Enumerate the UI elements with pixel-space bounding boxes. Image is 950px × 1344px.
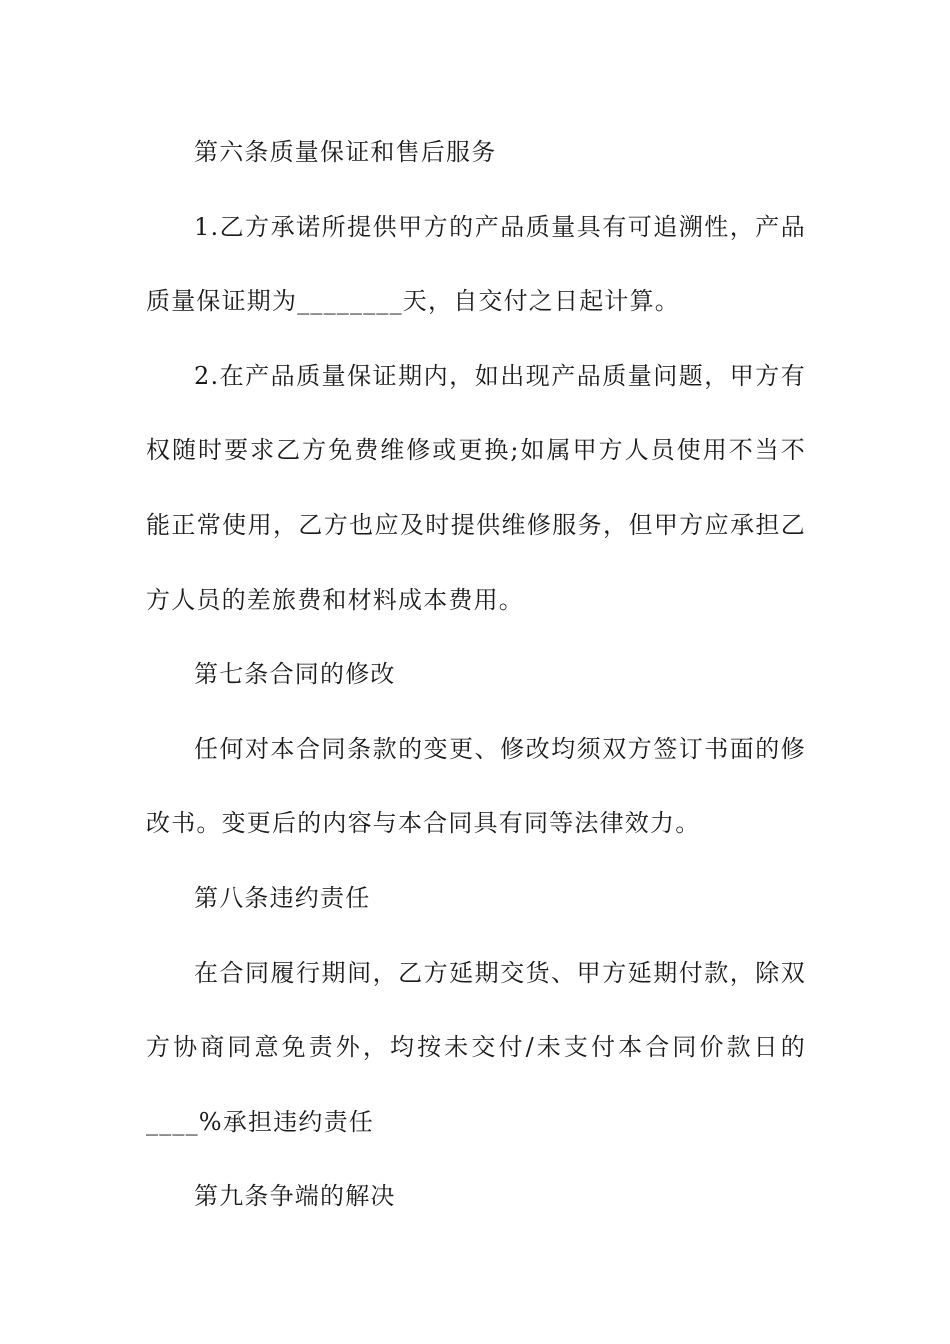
clause-8-text: 在合同履行期间，乙方延期交货、甲方延期付款，除双方协商同意免责外，均按未交付/未支付本合同价款日的____%承担违约责任 bbox=[146, 958, 806, 1136]
section-heading-9: 第九条争端的解决 bbox=[194, 1182, 396, 1211]
section-heading-6: 第六条质量保证和售后服务 bbox=[194, 138, 497, 166]
clause-6-1: 1.乙方承诺所提供甲方的产品质量具有可追溯性，产品质量保证期为________天，自交付之日起计算。 bbox=[146, 212, 806, 316]
section-heading-7: 第七条合同的修改 bbox=[194, 660, 396, 689]
clause-6-2: 2.在产品质量保证期内，如出现产品质量问题，甲方有权随时要求乙方免费维修或更换;如属甲方人员使用不当不能正常使用，乙方也应及时提供维修服务，但甲方应承担乙方人员的差旅费和材料成本费用。 bbox=[146, 361, 806, 614]
document-body bbox=[146, 115, 806, 1234]
section-heading-8: 第八条违约责任 bbox=[194, 883, 371, 912]
clause-7-text: 任何对本合同条款的变更、修改均须双方签订书面的修改书。变更后的内容与本合同具有同等法律效力。 bbox=[146, 734, 806, 838]
